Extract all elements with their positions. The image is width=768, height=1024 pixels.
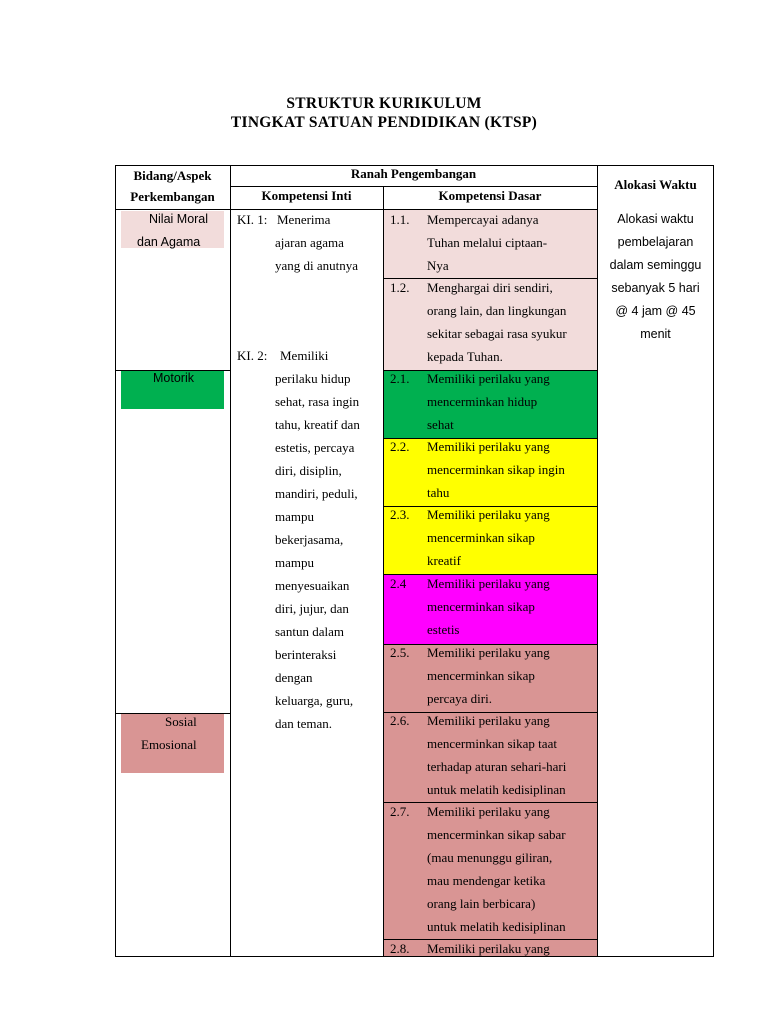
bidang-motorik: Motorik bbox=[153, 371, 194, 385]
kd-line: terhadap aturan sehari-hari bbox=[427, 759, 567, 774]
ki1-line: ajaran agama bbox=[275, 235, 344, 250]
ki2-line: berinteraksi bbox=[275, 647, 337, 662]
line-left bbox=[115, 165, 116, 957]
kd-line: tahu bbox=[427, 485, 450, 500]
header-alokasi: Alokasi Waktu bbox=[614, 177, 697, 192]
kd-line: mencerminkan sikap bbox=[427, 599, 535, 614]
kd-line: sekitar sebagai rasa syukur bbox=[427, 326, 567, 341]
kd-number: 2.2. bbox=[390, 439, 410, 454]
ki1-line: yang di anutnya bbox=[275, 258, 359, 273]
header-bidang-line1: Bidang/Aspek bbox=[133, 168, 212, 183]
ki2-line: dan teman. bbox=[275, 716, 333, 731]
bidang-sosial-line1: Sosial bbox=[165, 714, 197, 729]
ki2-line: tahu, kreatif dan bbox=[275, 417, 360, 432]
kd-line: Memiliki perilaku yang bbox=[427, 941, 550, 956]
alokasi-line: pembelajaran bbox=[617, 235, 694, 249]
kd-line: untuk melatih kedisiplinan bbox=[427, 919, 566, 934]
kd-line: mencerminkan hidup bbox=[427, 394, 538, 409]
kd-number: 2.5. bbox=[390, 645, 410, 660]
alokasi-line: dalam seminggu bbox=[609, 258, 702, 272]
kd-line: Menghargai diri sendiri, bbox=[427, 280, 553, 295]
kd-line: Mempercayai adanya bbox=[427, 212, 539, 227]
kd-number: 1.2. bbox=[390, 280, 410, 295]
ki2-number: KI. 2: bbox=[237, 348, 268, 363]
kd-line: sehat bbox=[427, 417, 454, 432]
kd-line: Memiliki perilaku yang bbox=[427, 576, 550, 591]
kd-line: Nya bbox=[427, 258, 449, 273]
ki2-line: estetis, percaya bbox=[275, 440, 355, 455]
ki2-line: sehat, rasa ingin bbox=[275, 394, 360, 409]
bidang-sosial-line2: Emosional bbox=[141, 737, 197, 752]
ki2-line: santun dalam bbox=[275, 624, 344, 639]
bidang-moral-line2: dan Agama bbox=[137, 235, 201, 249]
document-title-line1: STRUKTUR KURIKULUM bbox=[286, 95, 482, 112]
kd-line: percaya diri. bbox=[427, 691, 492, 706]
bidang-moral-line1: Nilai Moral bbox=[149, 212, 209, 226]
kd-line: mencerminkan sikap bbox=[427, 530, 535, 545]
kd-line: Memiliki perilaku yang bbox=[427, 507, 550, 522]
ki2-line: dengan bbox=[275, 670, 313, 685]
kd-line: Memiliki perilaku yang bbox=[427, 645, 550, 660]
ki2-line: mampu bbox=[275, 555, 314, 570]
kd-line: Memiliki perilaku yang bbox=[427, 371, 550, 386]
ki2-line: Memiliki bbox=[280, 348, 329, 363]
kd-number: 2.7. bbox=[390, 804, 410, 819]
kd-line: mencerminkan sikap taat bbox=[427, 736, 557, 751]
alokasi-line: menit bbox=[640, 327, 671, 341]
line-col1 bbox=[230, 165, 231, 957]
ki2-line: mandiri, peduli, bbox=[275, 486, 358, 501]
kd-line: (mau menunggu giliran, bbox=[427, 850, 553, 865]
kd-line: mencerminkan sikap sabar bbox=[427, 827, 566, 842]
kd-number: 2.8. bbox=[390, 941, 410, 956]
kd-line: mau mendengar ketika bbox=[427, 873, 546, 888]
ki2-line: mampu bbox=[275, 509, 314, 524]
ki2-line: perilaku hidup bbox=[275, 371, 351, 386]
kd-line: Memiliki perilaku yang bbox=[427, 439, 550, 454]
header-ki: Kompetensi Inti bbox=[261, 188, 352, 203]
kd-line: kreatif bbox=[427, 553, 461, 568]
ki1-line: Menerima bbox=[277, 212, 331, 227]
line-col2 bbox=[383, 186, 384, 957]
kd-line: untuk melatih kedisiplinan bbox=[427, 782, 566, 797]
kd-line: kepada Tuhan. bbox=[427, 349, 503, 364]
kd-number: 2.1. bbox=[390, 371, 410, 386]
curriculum-table bbox=[115, 165, 714, 957]
header-ranah: Ranah Pengembangan bbox=[350, 166, 477, 181]
ki2-line: diri, disiplin, bbox=[275, 463, 342, 478]
kd-line: Tuhan melalui ciptaan- bbox=[427, 235, 548, 250]
line-bottom bbox=[115, 956, 714, 957]
ki1-number: KI. 1: bbox=[237, 212, 268, 227]
ki2-line: menyesuaikan bbox=[275, 578, 350, 593]
kd-line: Memiliki perilaku yang bbox=[427, 713, 550, 728]
document-title-line2: TINGKAT SATUAN PENDIDIKAN (KTSP) bbox=[230, 114, 538, 131]
header-kd: Kompetensi Dasar bbox=[438, 188, 542, 203]
kd-line: orang lain berbicara) bbox=[427, 896, 536, 911]
kd-number: 1.1. bbox=[390, 212, 410, 227]
kd-line: orang lain, dan lingkungan bbox=[427, 303, 567, 318]
kd-line: mencerminkan sikap ingin bbox=[427, 462, 565, 477]
kd-line: mencerminkan sikap bbox=[427, 668, 535, 683]
ki2-line: keluarga, guru, bbox=[275, 693, 354, 708]
kd-number: 2.6. bbox=[390, 713, 410, 728]
ki2-line: bekerjasama, bbox=[275, 532, 344, 547]
alokasi-line: @ 4 jam @ 45 bbox=[615, 304, 696, 318]
kd-line: estetis bbox=[427, 622, 460, 637]
header-bidang-line2: Perkembangan bbox=[130, 189, 215, 204]
alokasi-line: Alokasi waktu bbox=[617, 212, 694, 226]
kd-number: 2.3. bbox=[390, 507, 410, 522]
alokasi-line: sebanyak 5 hari bbox=[611, 281, 700, 295]
kd-number: 2.4 bbox=[390, 576, 407, 591]
ki2-line: diri, jujur, dan bbox=[275, 601, 349, 616]
kd-line: Memiliki perilaku yang bbox=[427, 804, 550, 819]
